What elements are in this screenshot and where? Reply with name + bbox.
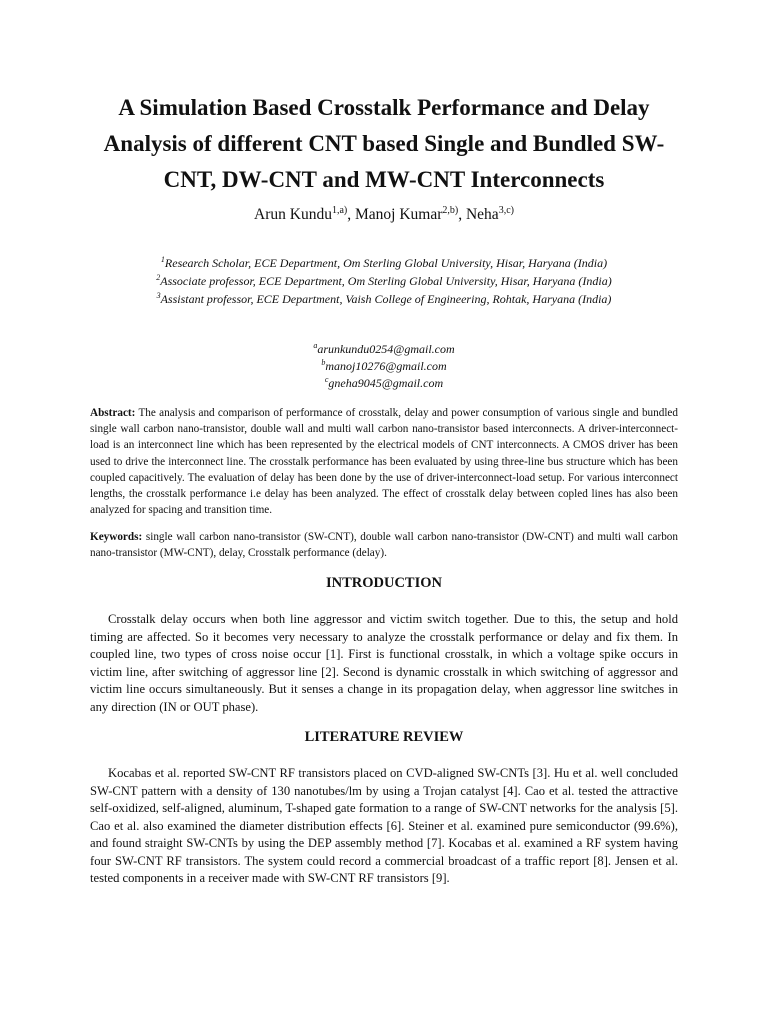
author-separator: , [458,206,466,223]
section-heading-introduction: INTRODUCTION [325,575,442,591]
keywords-label: Keywords: [90,531,143,543]
affiliation-text: Research Scholar, ECE Department, Om Sterling Global University, Hisar, Haryana (India) [164,256,608,270]
affiliation [60,290,708,308]
author-name: Arun Kundu [254,206,332,223]
affiliation-text: Associate professor, ECE Department, Om Sterling Global University, Hisar, Haryana (India) [160,274,612,288]
author-name: Neha [465,206,499,223]
author-list [90,204,678,226]
keywords [90,529,678,561]
abstract-text: The analysis and comparison of performance of crosstalk, delay and power consumption of various single and bundled single wall carbon nano-transistor, double wall and multi wall carbon nano-transistor based interconnects. A driver-interconnect-load is an interconnect line which has been represented by the electrical models of CNT interconnects. A CMOS driver has been used to drive the interconnect line. The crosstalk performance has been evaluated by using three-line bus structure which has been coupled capacitively. The evaluation of delay has been done by the use of driver-interconnect-load setup. For various interconnect lengths, the crosstalk performance i.e delay has been analyzed. The effect of crosstalk delay between copled lines has also been analyzed for spacing and transition time. [90,407,678,517]
email-marker: c [324,375,329,384]
email-address: manoj10276@gmail.com [325,359,447,373]
email [90,375,678,392]
paper-title: A Simulation Based Crosstalk Performance and Delay Analysis of different CNT based Single and Bundled SW-CNT, DW-CNT and MW-CNT Interconnects [103,95,665,192]
author-separator: , [347,206,355,223]
introduction-paragraph: Crosstalk delay occurs when both line aggressor and victim switch together. Due to this, the setup and hold timing are affected. So it becomes very necessary to analyze the crosstalk performance or delay and fix them. In coupled line, two types of cross noise occur [1]. First is functional crosstalk, in which a voltage spike occurs in victim line, after switching of aggressor line [2]. Second is dynamic crosstalk in which switching of aggressor and victim line occurs simultaneously. But it senses a change in its propagation delay, when aggressor line switches in any direction (IN or OUT phase). [90,612,678,714]
abstract-label: Abstract: [90,407,136,419]
affiliation-marker: 2 [156,273,161,282]
affiliation-list [60,254,708,308]
affiliation [60,272,708,290]
author-marker: 1,a) [331,205,348,216]
keywords-text: single wall carbon nano-transistor (SW-CNT), double wall carbon nano-transistor (DW-CNT) and multi wall carbon nano-transistor (MW-CNT), delay, Crosstalk performance (delay). [90,531,678,560]
affiliation [60,254,708,272]
email [90,358,678,375]
abstract [90,405,678,518]
literature-review-paragraph: Kocabas et al. reported SW-CNT RF transistors placed on CVD-aligned SW-CNTs [3]. Hu et al. well concluded SW-CNT pattern with a density of 130 nanotubes/lm by using a Trojan catalyst [4]. Cao et al. tested the attractive self-oxidized, self-aligned, aluminum, T-shaped gate formation to a range of SW-CNT networks for the analysis [5]. Cao et al. also examined the diameter distribution effects [6]. Steiner et al. examined pure semiconductor (99.6%), and found straight SW-CNTs by using the DEP assembly method [7]. Kocabas et al. examined a RF system having four SW-CNT RF transistors. The system could record a commercial broadcast of a traffic report [8]. Jensen et al. tested components in a receiver made with SW-CNT RF transistors [9]. [90,766,678,885]
email-list [90,341,678,392]
email-address: gneha9045@gmail.com [328,376,444,390]
email-marker: b [321,358,326,367]
affiliation-text: Assistant professor, ECE Department, Vaish College of Engineering, Rohtak, Haryana (India) [160,292,612,306]
email-marker: a [313,341,318,350]
affiliation-marker: 3 [156,291,161,300]
email-address: arunkundu0254@gmail.com [317,342,455,356]
email [90,341,678,358]
author-marker: 2,b) [442,205,459,216]
affiliation-marker: 1 [160,255,165,264]
author-name: Manoj Kumar [355,206,443,223]
section-heading-literature-review: LITERATURE REVIEW [304,729,464,745]
author-marker: 3,c) [498,205,514,216]
